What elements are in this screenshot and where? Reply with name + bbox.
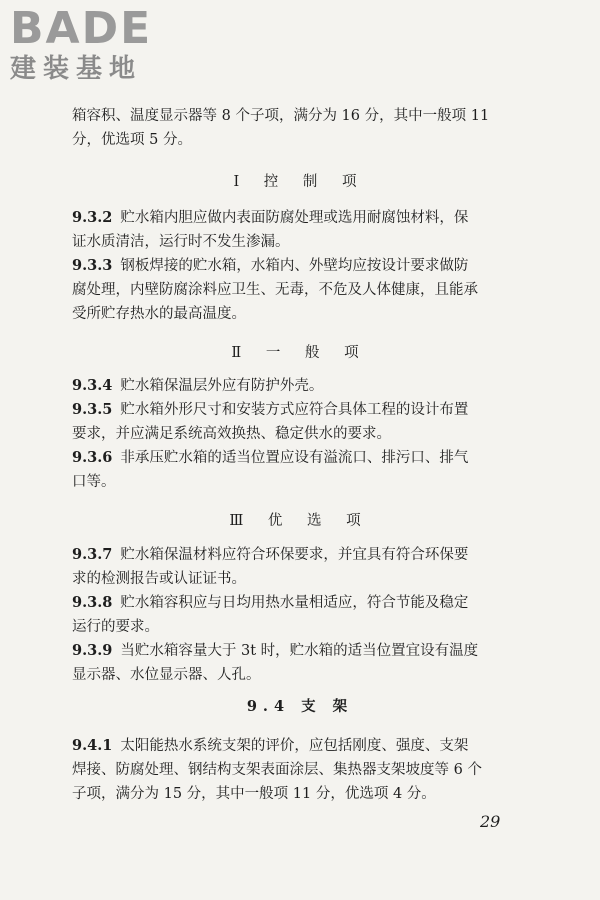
clause-line: 运行的要求。 bbox=[72, 619, 159, 635]
intro-line-1: 箱容积、温度显示器等 8 个子项，满分为 16 分，其中一般项 11 bbox=[72, 108, 490, 124]
clause-9-3-7 bbox=[72, 545, 542, 565]
clause-number: 9.3.2 bbox=[72, 209, 113, 226]
logo-subtitle: 建装基地 bbox=[10, 54, 143, 84]
clause-number: 9.3.9 bbox=[72, 642, 113, 659]
page-number: 29 bbox=[480, 812, 501, 831]
clause-number: 9.3.5 bbox=[72, 401, 113, 418]
clause-9-3-9 bbox=[72, 641, 542, 661]
clause-text: 贮水箱保温层外应有防护外壳。 bbox=[120, 378, 324, 394]
clause-9-3-8 bbox=[72, 593, 542, 613]
clause-number: 9.3.7 bbox=[72, 546, 113, 563]
clause-9-3-2 bbox=[72, 208, 542, 228]
clause-text: 钢板焊接的贮水箱，水箱内、外壁均应按设计要求做防 bbox=[120, 258, 469, 274]
clause-line: 焊接、防腐处理、钢结构支架表面涂层、集热器支架坡度等 6 个 bbox=[72, 762, 482, 778]
clause-9-4-1 bbox=[72, 736, 542, 756]
clause-number: 9.3.4 bbox=[72, 377, 113, 394]
intro-line-2: 分，优选项 5 分。 bbox=[72, 132, 192, 148]
clause-text: 太阳能热水系统支架的评价，应包括刚度、强度、支架 bbox=[120, 738, 469, 754]
clause-text: 贮水箱容积应与日均用热水量相适应，符合节能及稳定 bbox=[120, 595, 469, 611]
clause-9-3-6 bbox=[72, 448, 542, 468]
clause-number: 9.3.8 bbox=[72, 594, 113, 611]
logo-mark: BADE bbox=[10, 3, 153, 54]
section-heading-9-4: 9.4 支 架 bbox=[246, 698, 354, 715]
section-heading-control: Ⅰ 控 制 项 bbox=[233, 174, 367, 190]
clause-line: 显示器、水位显示器、人孔。 bbox=[72, 667, 261, 683]
clause-number: 9.3.6 bbox=[72, 449, 113, 466]
clause-line: 子项，满分为 15 分，其中一般项 11 分，优选项 4 分。 bbox=[72, 786, 436, 802]
section-heading-optional: Ⅲ 优 选 项 bbox=[229, 513, 371, 529]
clause-text: 贮水箱保温材料应符合环保要求，并宜具有符合环保要 bbox=[120, 547, 469, 563]
clause-text: 贮水箱外形尺寸和安装方式应符合具体工程的设计布置 bbox=[120, 402, 469, 418]
clause-line: 要求，并应满足系统高效换热、稳定供水的要求。 bbox=[72, 426, 391, 442]
clause-text: 贮水箱内胆应做内表面防腐处理或选用耐腐蚀材料，保 bbox=[120, 210, 469, 226]
section-heading-general: Ⅱ 一 般 项 bbox=[231, 345, 369, 361]
clause-line: 口等。 bbox=[72, 474, 116, 490]
clause-line: 腐处理，内壁防腐涂料应卫生、无毒，不危及人体健康，且能承 bbox=[72, 282, 478, 298]
clause-number: 9.3.3 bbox=[72, 257, 113, 274]
clause-line: 求的检测报告或认证证书。 bbox=[72, 571, 246, 587]
clause-text: 非承压贮水箱的适当位置应设有溢流口、排污口、排气 bbox=[120, 450, 469, 466]
clause-line: 证水质清洁，运行时不发生渗漏。 bbox=[72, 234, 290, 250]
clause-9-3-4 bbox=[72, 376, 542, 396]
clause-9-3-3 bbox=[72, 256, 542, 276]
clause-line: 受所贮存热水的最高温度。 bbox=[72, 306, 246, 322]
clause-text: 当贮水箱容量大于 3t 时，贮水箱的适当位置宜设有温度 bbox=[120, 643, 479, 659]
bade-logo bbox=[10, 3, 180, 84]
clause-number: 9.4.1 bbox=[72, 737, 113, 754]
clause-9-3-5 bbox=[72, 400, 542, 420]
